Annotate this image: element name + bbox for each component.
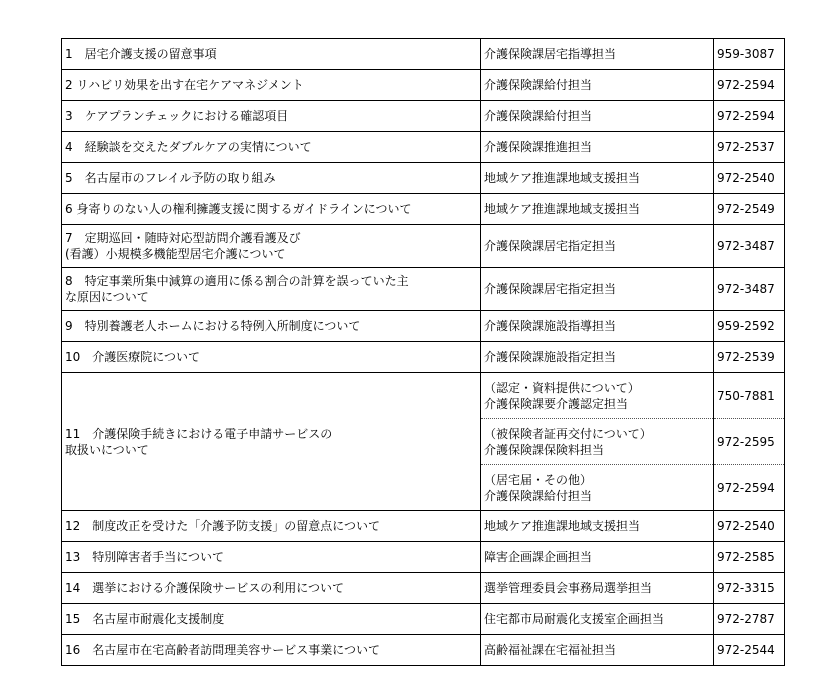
topic-line: な原因について <box>65 290 149 304</box>
topic-cell: 15 名古屋市耐震化支援制度 <box>62 604 481 635</box>
topic-cell: 10 介護医療院について <box>62 342 481 373</box>
topic-line: 11 介護保険手続きにおける電子申請サービスの <box>65 426 333 441</box>
topic-line: 取扱いについて <box>65 442 149 457</box>
department-cell: 地域ケア推進課地域支援担当 <box>481 194 714 225</box>
department-cell: 介護保険課給付担当 <box>481 70 714 101</box>
department-cell: 介護保険課推進担当 <box>481 132 714 163</box>
department-cell: 選挙管理委員会事務局選挙担当 <box>481 573 714 604</box>
department-cell: 介護保険課施設指導担当 <box>481 311 714 342</box>
phone-cell: 959-2592 <box>714 311 785 342</box>
topic-cell: 1 居宅介護支援の留意事項 <box>62 39 481 70</box>
department-name: 介護保険課保険料担当 <box>484 442 605 457</box>
table-row <box>62 573 785 604</box>
topic-cell: 12 制度改正を受けた「介護予防支援」の留意点について <box>62 511 481 542</box>
table-row <box>62 132 785 163</box>
topic-cell: 13 特別障害者手当について <box>62 542 481 573</box>
phone-cell: 972-2594 <box>714 465 785 511</box>
table-row <box>62 635 785 666</box>
phone-cell: 972-2787 <box>714 604 785 635</box>
topic-cell: 9 特別養護老人ホームにおける特例入所制度について <box>62 311 481 342</box>
table-row <box>62 194 785 225</box>
topic-cell <box>62 268 481 311</box>
table-row <box>62 542 785 573</box>
phone-cell: 972-3315 <box>714 573 785 604</box>
topic-cell: 5 名古屋市のフレイル予防の取り組み <box>62 163 481 194</box>
department-cell: 介護保険課居宅指導担当 <box>481 39 714 70</box>
table-row <box>62 70 785 101</box>
phone-cell: 972-3487 <box>714 268 785 311</box>
topic-cell: 14 選挙における介護保険サービスの利用について <box>62 573 481 604</box>
phone-cell: 750-7881 <box>714 373 785 419</box>
department-note: （認定・資料提供について） <box>484 380 640 395</box>
phone-cell: 972-2539 <box>714 342 785 373</box>
phone-cell: 972-2594 <box>714 101 785 132</box>
phone-cell: 972-2537 <box>714 132 785 163</box>
department-name: 介護保険課要介護認定担当 <box>484 396 629 411</box>
department-note: （被保険者証再交付について） <box>484 426 652 441</box>
topic-cell: 4 経験談を交えたダブルケアの実情について <box>62 132 481 163</box>
topic-cell <box>62 225 481 268</box>
department-cell <box>481 419 714 465</box>
table-row <box>62 101 785 132</box>
phone-cell: 972-2540 <box>714 163 785 194</box>
phone-cell: 972-2595 <box>714 419 785 465</box>
phone-cell: 972-2549 <box>714 194 785 225</box>
department-cell: 介護保険課給付担当 <box>481 101 714 132</box>
department-name: 介護保険課給付担当 <box>484 488 593 503</box>
table-row <box>62 373 785 419</box>
table-row <box>62 268 785 311</box>
table-row <box>62 39 785 70</box>
table-row <box>62 511 785 542</box>
topic-cell: 2 リハビリ効果を出す在宅ケアマネジメント <box>62 70 481 101</box>
department-note: （居宅届・その他） <box>484 472 593 487</box>
topic-cell: 3 ケアプランチェックにおける確認項目 <box>62 101 481 132</box>
table-row <box>62 311 785 342</box>
phone-cell: 972-2544 <box>714 635 785 666</box>
department-cell: 介護保険課施設指定担当 <box>481 342 714 373</box>
topic-cell: 6 身寄りのない人の権利擁護支援に関するガイドラインについて <box>62 194 481 225</box>
department-cell: 地域ケア推進課地域支援担当 <box>481 163 714 194</box>
topic-cell: 16 名古屋市在宅高齢者訪問理美容サービス事業について <box>62 635 481 666</box>
department-cell: 障害企画課企画担当 <box>481 542 714 573</box>
phone-cell: 972-3487 <box>714 225 785 268</box>
table-row <box>62 163 785 194</box>
department-cell <box>481 465 714 511</box>
department-cell <box>481 373 714 419</box>
table-row <box>62 342 785 373</box>
table-row <box>62 225 785 268</box>
department-cell: 介護保険課居宅指定担当 <box>481 225 714 268</box>
topic-cell <box>62 373 481 511</box>
department-cell: 高齢福祉課在宅福祉担当 <box>481 635 714 666</box>
topic-line: 7 定期巡回・随時対応型訪問介護看護及び <box>65 231 301 245</box>
phone-cell: 972-2594 <box>714 70 785 101</box>
department-cell: 地域ケア推進課地域支援担当 <box>481 511 714 542</box>
phone-cell: 972-2585 <box>714 542 785 573</box>
phone-cell: 972-2540 <box>714 511 785 542</box>
department-cell: 介護保険課居宅指定担当 <box>481 268 714 311</box>
table-row <box>62 604 785 635</box>
department-cell: 住宅都市局耐震化支援室企画担当 <box>481 604 714 635</box>
contact-table <box>61 38 785 666</box>
topic-line: (看護）小規模多機能型居宅介護について <box>65 247 286 261</box>
phone-cell: 959-3087 <box>714 39 785 70</box>
topic-line: 8 特定事業所集中減算の適用に係る割合の計算を誤っていた主 <box>65 274 409 288</box>
